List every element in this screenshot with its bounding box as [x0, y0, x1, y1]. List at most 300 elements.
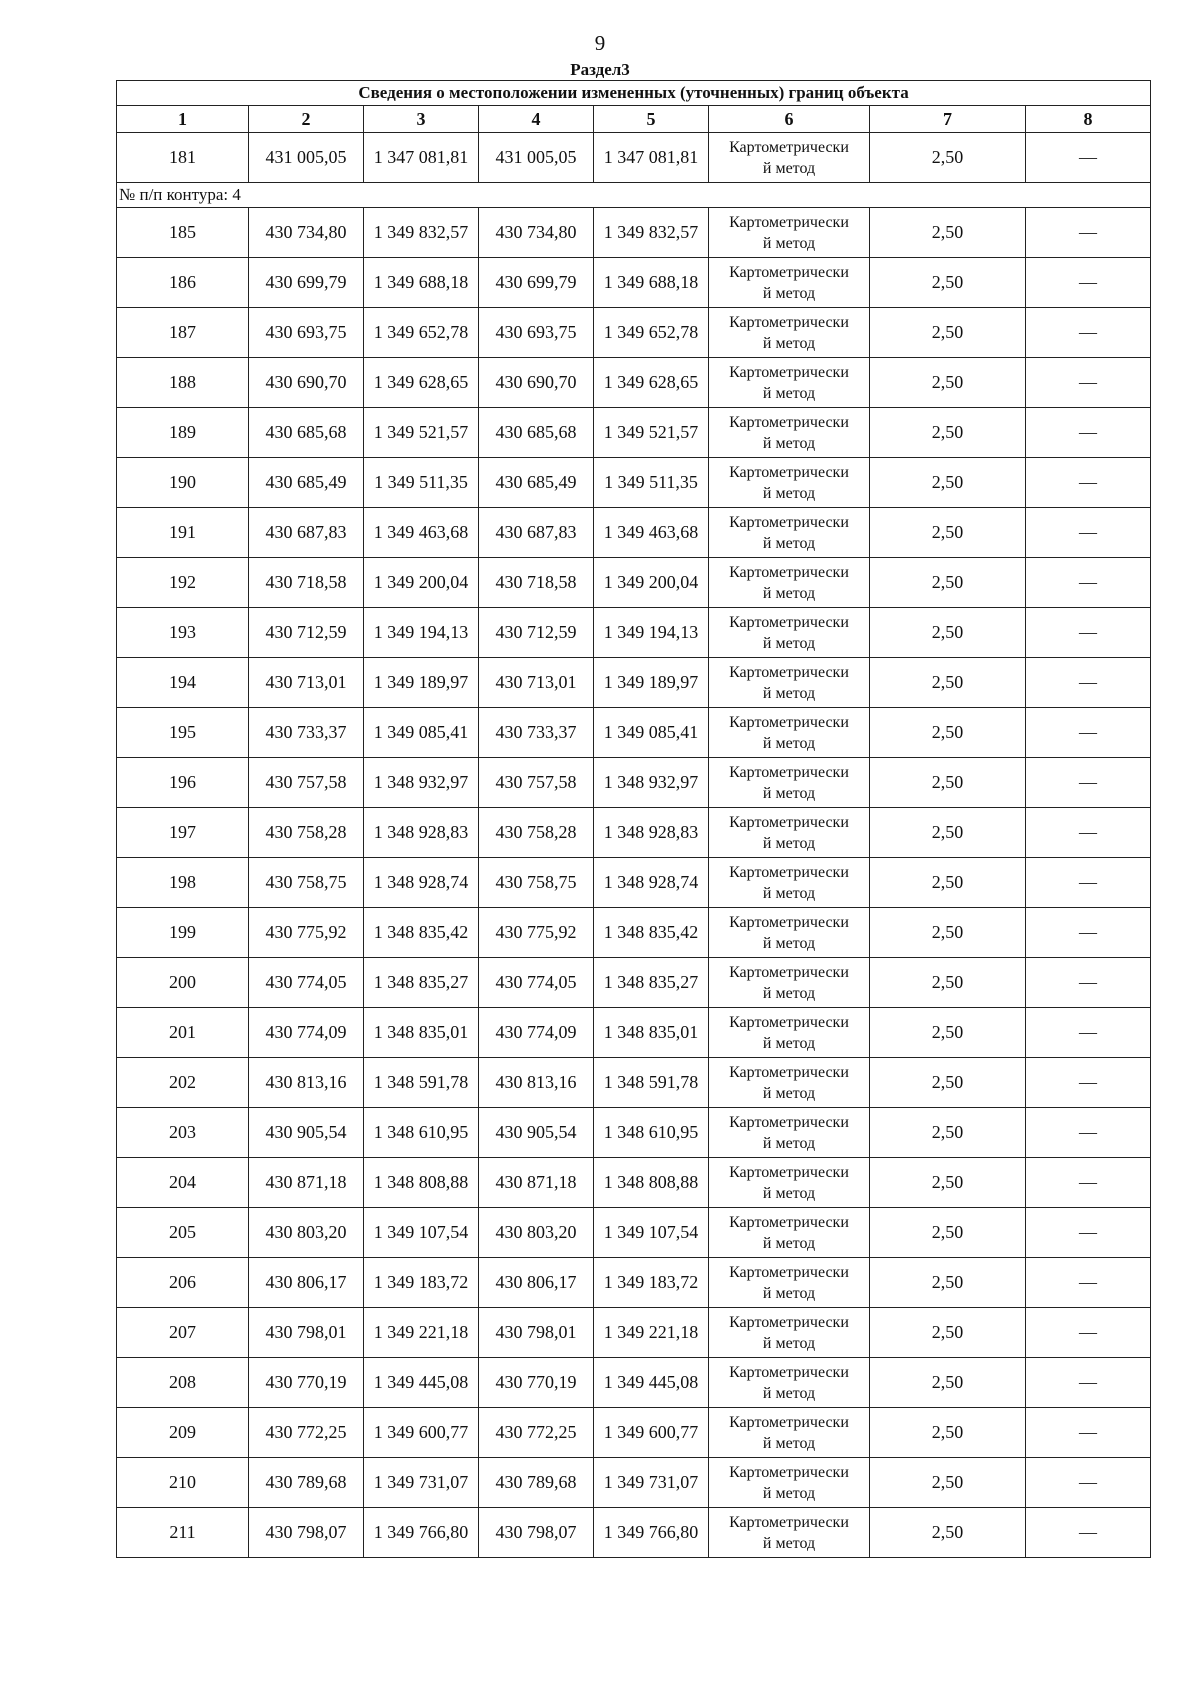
coord-y-existing: 1 349 688,18 — [364, 258, 479, 308]
table-row — [117, 1458, 1151, 1508]
coord-x-existing: 430 770,19 — [249, 1358, 364, 1408]
coord-y-refined: 1 349 445,08 — [594, 1358, 709, 1408]
accuracy: 2,50 — [870, 1308, 1026, 1358]
method-cell — [709, 1508, 870, 1558]
coord-y-refined: 1 348 591,78 — [594, 1058, 709, 1108]
column-header: 1 — [117, 106, 249, 133]
coord-y-refined: 1 349 200,04 — [594, 558, 709, 608]
note: — — [1026, 408, 1151, 458]
accuracy: 2,50 — [870, 708, 1026, 758]
method-line-2: й метод — [762, 1484, 816, 1502]
coord-y-refined: 1 348 835,01 — [594, 1008, 709, 1058]
contour-row — [117, 183, 1151, 208]
note: — — [1026, 208, 1151, 258]
method-line-2: й метод — [762, 1384, 816, 1402]
point-number: 199 — [117, 908, 249, 958]
coord-y-refined: 1 349 521,57 — [594, 408, 709, 458]
point-number: 205 — [117, 1208, 249, 1258]
coord-y-existing: 1 349 652,78 — [364, 308, 479, 358]
point-number: 192 — [117, 558, 249, 608]
coord-x-refined: 430 803,20 — [479, 1208, 594, 1258]
method-line-1: Картометрически — [729, 763, 849, 781]
table-row — [117, 1058, 1151, 1108]
coord-x-refined: 430 798,01 — [479, 1308, 594, 1358]
coord-y-refined: 1 349 766,80 — [594, 1508, 709, 1558]
method-line-2: й метод — [762, 934, 816, 952]
point-number: 200 — [117, 958, 249, 1008]
accuracy: 2,50 — [870, 1408, 1026, 1458]
accuracy: 2,50 — [870, 1108, 1026, 1158]
coord-x-existing: 430 798,01 — [249, 1308, 364, 1358]
table-row — [117, 458, 1151, 508]
method-cell — [709, 1158, 870, 1208]
accuracy: 2,50 — [870, 1258, 1026, 1308]
coord-y-existing: 1 348 610,95 — [364, 1108, 479, 1158]
coord-y-refined: 1 349 085,41 — [594, 708, 709, 758]
table-row — [117, 1258, 1151, 1308]
coord-y-refined: 1 349 832,57 — [594, 208, 709, 258]
method-line-2: й метод — [762, 234, 816, 252]
coord-y-refined: 1 349 463,68 — [594, 508, 709, 558]
note: — — [1026, 508, 1151, 558]
method-line-2: й метод — [762, 1434, 816, 1452]
method-line-2: й метод — [762, 1184, 816, 1202]
coord-y-refined: 1 349 221,18 — [594, 1308, 709, 1358]
note: — — [1026, 1158, 1151, 1208]
coord-y-existing: 1 349 194,13 — [364, 608, 479, 658]
coord-y-existing: 1 348 835,27 — [364, 958, 479, 1008]
coord-x-refined: 430 758,75 — [479, 858, 594, 908]
point-number: 204 — [117, 1158, 249, 1208]
coord-y-existing: 1 349 189,97 — [364, 658, 479, 708]
method-line-1: Картометрически — [729, 363, 849, 381]
method-line-2: й метод — [762, 1234, 816, 1252]
table-row — [117, 708, 1151, 758]
coord-x-existing: 430 798,07 — [249, 1508, 364, 1558]
method-line-1: Картометрически — [729, 563, 849, 581]
note: — — [1026, 1058, 1151, 1108]
table-row — [117, 608, 1151, 658]
accuracy: 2,50 — [870, 558, 1026, 608]
note: — — [1026, 808, 1151, 858]
point-number: 196 — [117, 758, 249, 808]
accuracy: 2,50 — [870, 1358, 1026, 1408]
table-row — [117, 1508, 1151, 1558]
method-line-2: й метод — [762, 884, 816, 902]
method-cell — [709, 1058, 870, 1108]
method-line-1: Картометрически — [729, 1263, 849, 1281]
method-cell — [709, 1008, 870, 1058]
point-number: 191 — [117, 508, 249, 558]
method-line-2: й метод — [762, 584, 816, 602]
coord-y-existing: 1 349 445,08 — [364, 1358, 479, 1408]
coord-y-existing: 1 349 221,18 — [364, 1308, 479, 1358]
method-line-1: Картометрически — [729, 863, 849, 881]
method-line-1: Картометрически — [729, 963, 849, 981]
coord-y-refined: 1 347 081,81 — [594, 133, 709, 183]
coord-x-existing: 430 774,05 — [249, 958, 364, 1008]
method-line-2: й метод — [762, 284, 816, 302]
note: — — [1026, 1358, 1151, 1408]
accuracy: 2,50 — [870, 808, 1026, 858]
column-header: 4 — [479, 106, 594, 133]
table-row — [117, 1008, 1151, 1058]
method-cell — [709, 1408, 870, 1458]
method-cell — [709, 1258, 870, 1308]
note: — — [1026, 1508, 1151, 1558]
accuracy: 2,50 — [870, 1158, 1026, 1208]
coord-y-existing: 1 349 521,57 — [364, 408, 479, 458]
method-line-2: й метод — [762, 1534, 816, 1552]
accuracy: 2,50 — [870, 408, 1026, 458]
method-cell — [709, 1358, 870, 1408]
point-number: 208 — [117, 1358, 249, 1408]
method-line-2: й метод — [762, 534, 816, 552]
point-number: 209 — [117, 1408, 249, 1458]
note: — — [1026, 308, 1151, 358]
coord-y-refined: 1 349 600,77 — [594, 1408, 709, 1458]
coord-x-refined: 430 712,59 — [479, 608, 594, 658]
coord-x-existing: 430 733,37 — [249, 708, 364, 758]
method-cell — [709, 558, 870, 608]
method-line-2: й метод — [762, 484, 816, 502]
method-line-1: Картометрически — [729, 713, 849, 731]
accuracy: 2,50 — [870, 1058, 1026, 1108]
coord-x-existing: 430 772,25 — [249, 1408, 364, 1458]
point-number: 203 — [117, 1108, 249, 1158]
method-line-1: Картометрически — [729, 613, 849, 631]
table-row — [117, 858, 1151, 908]
coord-x-existing: 430 685,68 — [249, 408, 364, 458]
coord-x-refined: 430 734,80 — [479, 208, 594, 258]
coord-x-existing: 430 718,58 — [249, 558, 364, 608]
note: — — [1026, 1108, 1151, 1158]
method-cell — [709, 358, 870, 408]
coord-x-refined: 430 774,09 — [479, 1008, 594, 1058]
table-row — [117, 958, 1151, 1008]
method-line-1: Картометрически — [729, 913, 849, 931]
point-number: 188 — [117, 358, 249, 408]
method-line-1: Картометрически — [729, 1513, 849, 1531]
coord-y-existing: 1 348 835,01 — [364, 1008, 479, 1058]
note: — — [1026, 1258, 1151, 1308]
coord-x-refined: 430 757,58 — [479, 758, 594, 808]
coord-y-existing: 1 349 511,35 — [364, 458, 479, 508]
accuracy: 2,50 — [870, 858, 1026, 908]
point-number: 189 — [117, 408, 249, 458]
method-line-2: й метод — [762, 1284, 816, 1302]
coord-y-refined: 1 348 610,95 — [594, 1108, 709, 1158]
method-line-1: Картометрически — [729, 463, 849, 481]
coord-x-existing: 430 687,83 — [249, 508, 364, 558]
method-cell — [709, 958, 870, 1008]
column-header: 2 — [249, 106, 364, 133]
method-cell — [709, 658, 870, 708]
coord-x-existing: 430 813,16 — [249, 1058, 364, 1108]
method-cell — [709, 258, 870, 308]
coord-x-refined: 430 770,19 — [479, 1358, 594, 1408]
point-number: 187 — [117, 308, 249, 358]
method-line-1: Картометрически — [729, 1363, 849, 1381]
coord-x-existing: 430 774,09 — [249, 1008, 364, 1058]
coord-x-refined: 430 806,17 — [479, 1258, 594, 1308]
coord-y-existing: 1 349 183,72 — [364, 1258, 479, 1308]
accuracy: 2,50 — [870, 1458, 1026, 1508]
table-caption: Сведения о местоположении измененных (уточненных) границ объекта — [117, 81, 1151, 106]
accuracy: 2,50 — [870, 133, 1026, 183]
table-row — [117, 358, 1151, 408]
table-row — [117, 1158, 1151, 1208]
method-line-1: Картометрически — [729, 413, 849, 431]
table-caption-row — [117, 81, 1151, 106]
page-number: 9 — [594, 31, 606, 55]
contour-label: № п/п контура: 4 — [117, 183, 1151, 208]
coord-y-refined: 1 349 688,18 — [594, 258, 709, 308]
coord-x-refined: 430 733,37 — [479, 708, 594, 758]
table-row — [117, 908, 1151, 958]
coord-y-refined: 1 348 928,74 — [594, 858, 709, 908]
method-line-2: й метод — [762, 384, 816, 402]
method-line-1: Картометрически — [729, 1063, 849, 1081]
coord-y-refined: 1 349 183,72 — [594, 1258, 709, 1308]
coord-y-refined: 1 349 731,07 — [594, 1458, 709, 1508]
note: — — [1026, 608, 1151, 658]
method-cell — [709, 758, 870, 808]
coord-y-refined: 1 349 107,54 — [594, 1208, 709, 1258]
coord-x-existing: 430 789,68 — [249, 1458, 364, 1508]
point-number: 181 — [117, 133, 249, 183]
method-line-2: й метод — [762, 634, 816, 652]
accuracy: 2,50 — [870, 458, 1026, 508]
method-line-2: й метод — [762, 684, 816, 702]
method-line-2: й метод — [762, 834, 816, 852]
method-line-2: й метод — [762, 1034, 816, 1052]
method-line-2: й метод — [762, 1084, 816, 1102]
coord-x-refined: 430 798,07 — [479, 1508, 594, 1558]
accuracy: 2,50 — [870, 1208, 1026, 1258]
accuracy: 2,50 — [870, 958, 1026, 1008]
coord-y-existing: 1 348 928,83 — [364, 808, 479, 858]
coord-y-refined: 1 349 652,78 — [594, 308, 709, 358]
method-cell — [709, 1308, 870, 1358]
coord-x-existing: 430 758,75 — [249, 858, 364, 908]
point-number: 194 — [117, 658, 249, 708]
method-line-1: Картометрически — [729, 813, 849, 831]
column-header: 5 — [594, 106, 709, 133]
coord-y-refined: 1 349 628,65 — [594, 358, 709, 408]
coord-x-existing: 430 775,92 — [249, 908, 364, 958]
method-line-1: Картометрически — [729, 1013, 849, 1031]
accuracy: 2,50 — [870, 658, 1026, 708]
method-cell — [709, 1208, 870, 1258]
method-cell — [709, 133, 870, 183]
note: — — [1026, 258, 1151, 308]
coord-x-refined: 430 813,16 — [479, 1058, 594, 1108]
method-line-1: Картометрически — [729, 1213, 849, 1231]
note: — — [1026, 358, 1151, 408]
method-cell — [709, 858, 870, 908]
coord-y-refined: 1 348 928,83 — [594, 808, 709, 858]
point-number: 201 — [117, 1008, 249, 1058]
coord-y-existing: 1 347 081,81 — [364, 133, 479, 183]
section-title: Раздел3 — [570, 60, 630, 79]
point-number: 206 — [117, 1258, 249, 1308]
method-cell — [709, 508, 870, 558]
note: — — [1026, 1208, 1151, 1258]
method-line-2: й метод — [762, 984, 816, 1002]
method-cell — [709, 458, 870, 508]
method-line-2: й метод — [762, 434, 816, 452]
coord-y-refined: 1 348 835,42 — [594, 908, 709, 958]
coord-y-existing: 1 348 932,97 — [364, 758, 479, 808]
coord-y-existing: 1 349 463,68 — [364, 508, 479, 558]
table-row — [117, 408, 1151, 458]
method-cell — [709, 608, 870, 658]
coord-x-refined: 430 905,54 — [479, 1108, 594, 1158]
coord-y-existing: 1 349 832,57 — [364, 208, 479, 258]
coord-x-refined: 430 772,25 — [479, 1408, 594, 1458]
coord-y-existing: 1 349 085,41 — [364, 708, 479, 758]
method-line-2: й метод — [762, 159, 816, 177]
coord-x-refined: 430 685,68 — [479, 408, 594, 458]
coord-x-refined: 430 685,49 — [479, 458, 594, 508]
table-row — [117, 658, 1151, 708]
coord-x-refined: 430 758,28 — [479, 808, 594, 858]
point-number: 193 — [117, 608, 249, 658]
table-row — [117, 808, 1151, 858]
method-line-1: Картометрически — [729, 213, 849, 231]
coord-y-refined: 1 349 511,35 — [594, 458, 709, 508]
method-line-2: й метод — [762, 1334, 816, 1352]
method-line-2: й метод — [762, 1134, 816, 1152]
coord-y-existing: 1 349 628,65 — [364, 358, 479, 408]
accuracy: 2,50 — [870, 308, 1026, 358]
table-row — [117, 133, 1151, 183]
table-row — [117, 208, 1151, 258]
note: — — [1026, 658, 1151, 708]
note: — — [1026, 758, 1151, 808]
point-number: 198 — [117, 858, 249, 908]
coord-x-existing: 430 871,18 — [249, 1158, 364, 1208]
accuracy: 2,50 — [870, 358, 1026, 408]
method-cell — [709, 1458, 870, 1508]
coord-x-refined: 430 690,70 — [479, 358, 594, 408]
accuracy: 2,50 — [870, 258, 1026, 308]
coord-x-existing: 430 905,54 — [249, 1108, 364, 1158]
coord-y-existing: 1 349 107,54 — [364, 1208, 479, 1258]
table-row — [117, 1408, 1151, 1458]
point-number: 202 — [117, 1058, 249, 1108]
accuracy: 2,50 — [870, 1508, 1026, 1558]
method-line-1: Картометрически — [729, 1113, 849, 1131]
method-line-1: Картометрически — [729, 313, 849, 331]
point-number: 185 — [117, 208, 249, 258]
point-number: 190 — [117, 458, 249, 508]
coord-x-existing: 430 806,17 — [249, 1258, 364, 1308]
table-row — [117, 508, 1151, 558]
accuracy: 2,50 — [870, 908, 1026, 958]
coord-x-existing: 430 690,70 — [249, 358, 364, 408]
note: — — [1026, 908, 1151, 958]
coord-y-existing: 1 349 200,04 — [364, 558, 479, 608]
method-line-2: й метод — [762, 734, 816, 752]
coord-x-refined: 430 699,79 — [479, 258, 594, 308]
method-cell — [709, 308, 870, 358]
point-number: 207 — [117, 1308, 249, 1358]
coord-x-refined: 430 789,68 — [479, 1458, 594, 1508]
note: — — [1026, 1408, 1151, 1458]
method-cell — [709, 908, 870, 958]
coord-y-refined: 1 348 808,88 — [594, 1158, 709, 1208]
coord-x-existing: 430 713,01 — [249, 658, 364, 708]
point-number: 195 — [117, 708, 249, 758]
method-cell — [709, 208, 870, 258]
table-header-row — [117, 106, 1151, 133]
note: — — [1026, 558, 1151, 608]
coord-x-existing: 430 712,59 — [249, 608, 364, 658]
method-cell — [709, 708, 870, 758]
method-line-1: Картометрически — [729, 1163, 849, 1181]
accuracy: 2,50 — [870, 758, 1026, 808]
accuracy: 2,50 — [870, 1008, 1026, 1058]
method-line-1: Картометрически — [729, 138, 849, 156]
coord-x-existing: 430 685,49 — [249, 458, 364, 508]
note: — — [1026, 133, 1151, 183]
coord-y-existing: 1 348 808,88 — [364, 1158, 479, 1208]
point-number: 210 — [117, 1458, 249, 1508]
note: — — [1026, 858, 1151, 908]
method-cell — [709, 808, 870, 858]
point-number: 186 — [117, 258, 249, 308]
method-line-2: й метод — [762, 784, 816, 802]
coord-x-refined: 430 871,18 — [479, 1158, 594, 1208]
method-line-1: Картометрически — [729, 1463, 849, 1481]
note: — — [1026, 958, 1151, 1008]
column-header: 3 — [364, 106, 479, 133]
coord-y-refined: 1 349 189,97 — [594, 658, 709, 708]
coord-y-refined: 1 348 835,27 — [594, 958, 709, 1008]
column-header: 6 — [709, 106, 870, 133]
coord-y-existing: 1 349 731,07 — [364, 1458, 479, 1508]
method-line-1: Картометрически — [729, 513, 849, 531]
coord-x-existing: 430 758,28 — [249, 808, 364, 858]
coord-x-refined: 430 718,58 — [479, 558, 594, 608]
note: — — [1026, 1308, 1151, 1358]
note: — — [1026, 1008, 1151, 1058]
column-header: 8 — [1026, 106, 1151, 133]
table-row — [117, 558, 1151, 608]
point-number: 197 — [117, 808, 249, 858]
note: — — [1026, 458, 1151, 508]
method-line-1: Картометрически — [729, 1413, 849, 1431]
accuracy: 2,50 — [870, 208, 1026, 258]
table-row — [117, 1358, 1151, 1408]
method-line-1: Картометрически — [729, 663, 849, 681]
coord-y-existing: 1 348 928,74 — [364, 858, 479, 908]
coord-y-existing: 1 349 600,77 — [364, 1408, 479, 1458]
table-row — [117, 1308, 1151, 1358]
coord-y-refined: 1 348 932,97 — [594, 758, 709, 808]
coord-x-refined: 430 693,75 — [479, 308, 594, 358]
coord-x-refined: 430 775,92 — [479, 908, 594, 958]
coord-y-existing: 1 348 835,42 — [364, 908, 479, 958]
note: — — [1026, 708, 1151, 758]
accuracy: 2,50 — [870, 608, 1026, 658]
coord-y-existing: 1 349 766,80 — [364, 1508, 479, 1558]
table-row — [117, 758, 1151, 808]
coord-x-refined: 430 774,05 — [479, 958, 594, 1008]
accuracy: 2,50 — [870, 508, 1026, 558]
